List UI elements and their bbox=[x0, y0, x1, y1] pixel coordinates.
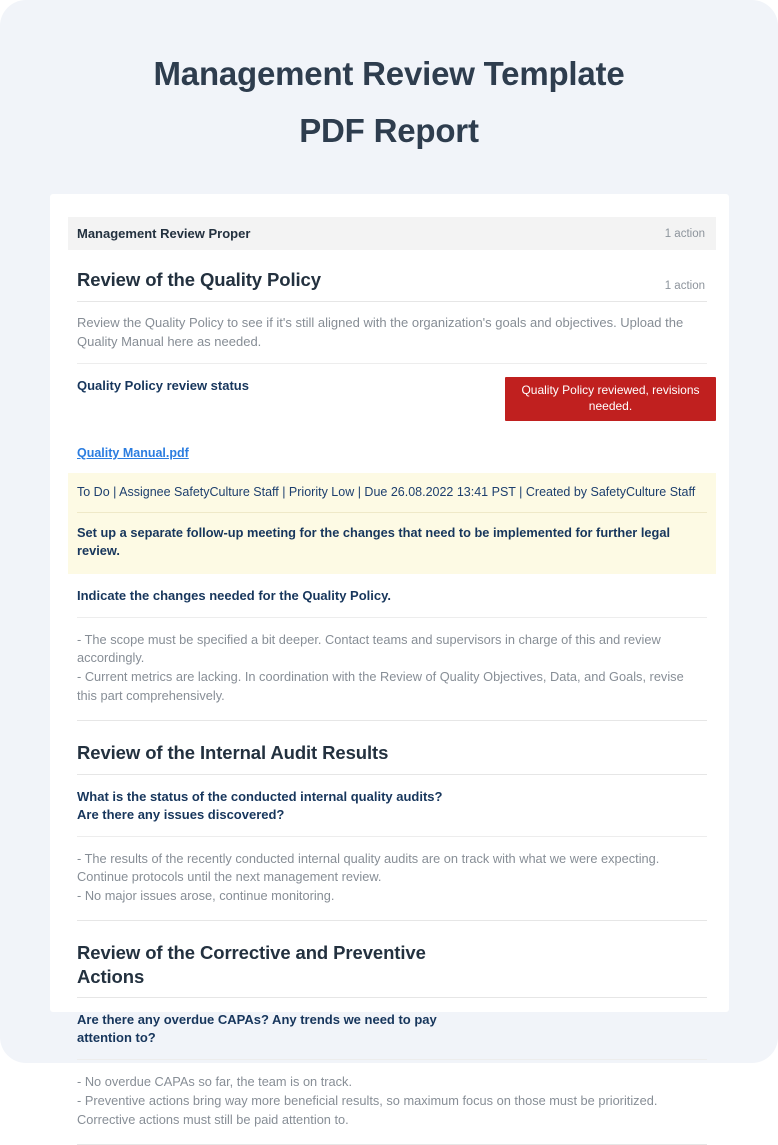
section-bar-management-review-proper bbox=[68, 217, 716, 250]
section-heading-text bbox=[77, 941, 426, 988]
attachment-link-quality-manual[interactable]: Quality Manual.pdf bbox=[77, 445, 189, 460]
question-label: Quality Policy review status bbox=[77, 378, 249, 394]
question-row-quality-policy-status bbox=[68, 364, 716, 434]
report-document bbox=[50, 194, 729, 1127]
section-heading-line-2: Actions bbox=[77, 965, 145, 987]
section-heading-line-1: Review of the Corrective and Preventive bbox=[77, 941, 426, 963]
page-title bbox=[0, 46, 778, 160]
answer-line: - No overdue CAPAs so far, the team is on track. bbox=[77, 1074, 353, 1090]
answer-indicate-changes bbox=[68, 618, 716, 720]
section-heading-quality-policy bbox=[68, 250, 716, 301]
section-description-quality-policy: Review the Quality Policy to see if it's still aligned with the organization's goals and objectives. Upload the Quality Manual here as needed. bbox=[77, 314, 684, 349]
answer-overdue-capas bbox=[68, 1060, 716, 1143]
answer-internal-audit bbox=[68, 837, 716, 920]
report-content bbox=[68, 217, 716, 1145]
question-row-internal-audit-status bbox=[68, 775, 716, 836]
section-bar-label: Management Review Proper bbox=[77, 226, 251, 241]
section-bar-action-count: 1 action bbox=[664, 227, 705, 240]
divider bbox=[77, 1144, 707, 1145]
question-line-1: Are there any overdue CAPAs? Any trends we need to pay bbox=[77, 1012, 437, 1028]
answer-line: - No major issues arose, continue monitoring. bbox=[77, 888, 335, 904]
action-block bbox=[68, 473, 716, 574]
question-line-2: attention to? bbox=[77, 1030, 156, 1046]
answer-line: - The results of the recently conducted internal quality audits are on track with what we were expecting. Continue protocols until the next management review. bbox=[77, 850, 660, 885]
status-badge: Quality Policy reviewed, revisions needed. bbox=[505, 377, 716, 421]
question-label: Indicate the changes needed for the Quality Policy. bbox=[77, 587, 391, 603]
action-metadata: To Do | Assignee SafetyCulture Staff | Priority Low | Due 26.08.2022 13:41 PST | Created by SafetyCulture Staff bbox=[77, 484, 696, 499]
section-heading-internal-audit-results bbox=[68, 721, 716, 774]
question-row-overdue-capas bbox=[68, 998, 716, 1059]
action-description: Set up a separate follow-up meeting for the changes that need to be implemented for further legal review. bbox=[77, 524, 671, 559]
page-title-line-2: PDF Report bbox=[299, 111, 479, 149]
answer-line: - The scope must be specified a bit deeper. Contact teams and supervisors in charge of this and review accordingly. bbox=[77, 631, 661, 666]
question-line-1: What is the status of the conducted internal quality audits? bbox=[77, 788, 443, 804]
attachment-row bbox=[68, 434, 716, 473]
answer-line: - Current metrics are lacking. In coordination with the Review of Quality Objectives, Data, and Goals, revise this part comprehensively. bbox=[77, 669, 684, 704]
answer-line: - Preventive actions bring way more beneficial results, so maximum focus on those must be prioritized. Corrective actions must still be paid attention to. bbox=[77, 1093, 658, 1127]
page-title-line-1: Management Review Template bbox=[153, 55, 625, 92]
question-line-2: Are there any issues discovered? bbox=[77, 806, 285, 822]
section-heading-text: Review of the Quality Policy bbox=[77, 269, 321, 290]
section-heading-corrective-preventive-actions bbox=[68, 921, 716, 997]
question-label bbox=[77, 789, 442, 822]
section-heading-text: Review of the Internal Audit Results bbox=[77, 741, 389, 763]
question-label bbox=[77, 1012, 437, 1045]
question-row-indicate-changes bbox=[68, 574, 716, 617]
section-action-count: 1 action bbox=[664, 279, 705, 292]
